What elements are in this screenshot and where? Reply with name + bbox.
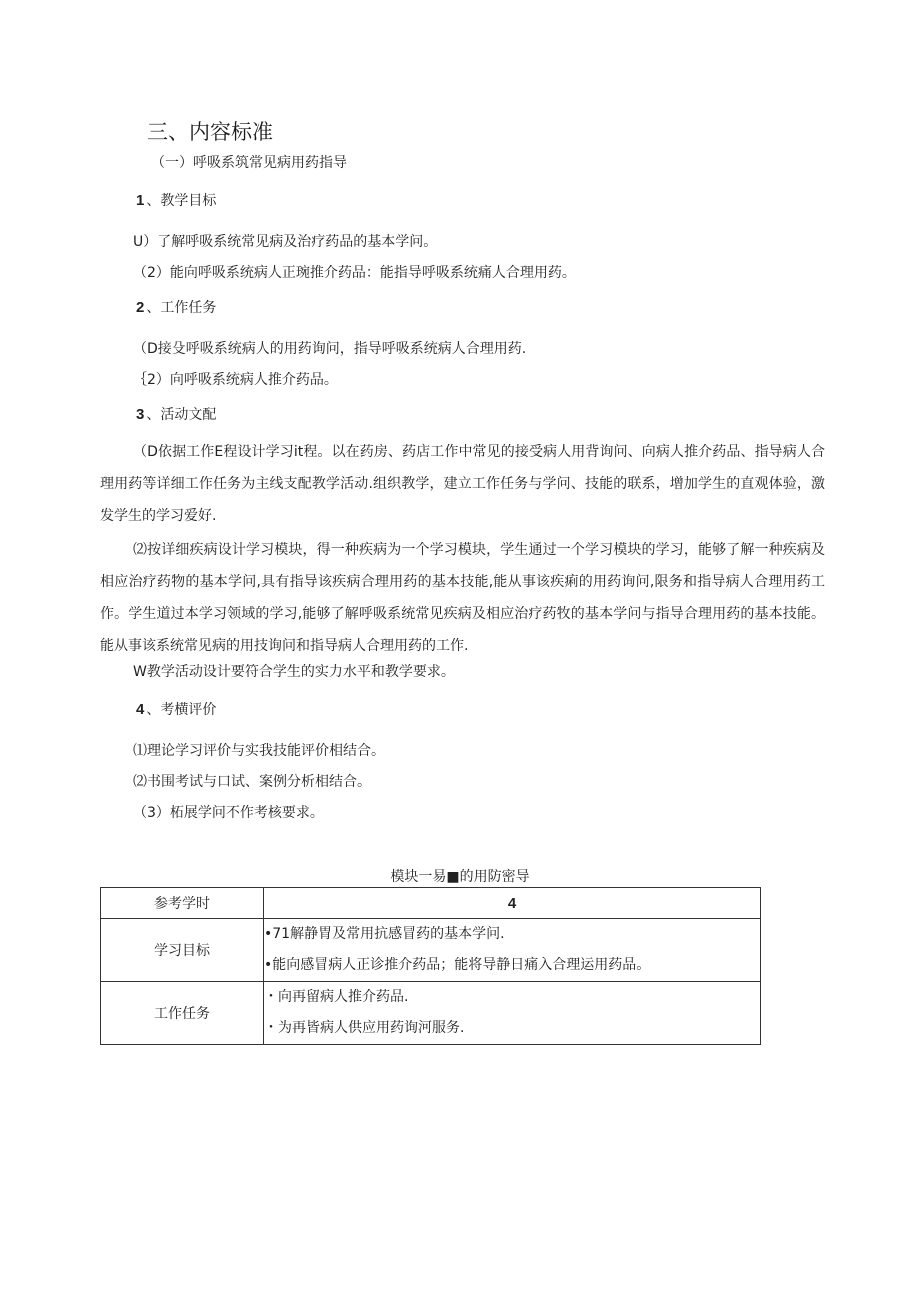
task-item: ・为再皆病人供应用药询河服务.: [264, 1020, 465, 1036]
list-item: （D接殳呼吸系统病人的用药询问，指导呼吸系统病人合理用药.: [133, 341, 527, 357]
heading-text: 、教学目标: [146, 193, 217, 209]
paragraph: （D依据工作E程设计学习it程。以在药房、药店工作中常见的接受病人用背询问、向病人推介药品、指导病人合理用药等详细工作任务为主线支配教学活动.组织教学，建立工作任务与学问、技能的联系，增加学生的直观体验，激发学生的学习爱好.: [100, 444, 825, 524]
module-table: [100, 887, 761, 1045]
table-row: [101, 919, 761, 982]
table-caption: 模块一易■的用防密导: [390, 869, 530, 885]
list-item: （3）柘展学问不作考核要求。: [133, 805, 324, 821]
task-item: ・向再留病人推介药品.: [264, 989, 409, 1005]
paragraph: ⑵按详细疾病设计学习模块，得一种疾病为一个学习模块，学生通过一个学习模块的学习，能够了解一种疾病及相应治疗药物的基本学问,具有指导该疾病合理用药的基本技能,能从事该疾痢的用药询问,限务和指导病人合理用药工作。学生道过本学习领域的学习,能够了解呼吸系统常见疾病及相应治疗药牧的基本学问与指导合理用药的基本技能。能从事该系统常见病的用技询问和指导病人合理用药的工作.: [100, 542, 825, 654]
heading-activities: [136, 404, 216, 424]
list-item: （2）能向呼吸系统病人正琬推介药品：能指导呼吸系统痛人合理用药。: [133, 265, 576, 281]
table-row: [101, 982, 761, 1045]
heading-text: 、考横评价: [146, 702, 217, 718]
heading-text: 、活动文配: [146, 407, 217, 423]
section-title: 三、内容标准: [147, 120, 273, 144]
heading-number: 3: [136, 406, 145, 423]
list-item: ⑵书围考试与口试、案例分析相结合。: [133, 774, 371, 790]
heading-number: 4: [136, 701, 145, 718]
goals-label: 学习目标: [101, 919, 264, 982]
heading-number: 1: [136, 192, 145, 209]
list-item: ⑴理论学习评价与实我技能评价相结合。: [133, 743, 385, 759]
subsection-title: （一）呼吸系筑常见病用药指导: [151, 155, 347, 171]
goals-cell: [264, 919, 761, 982]
heading-assessment: [136, 699, 216, 719]
heading-teaching-goals: [136, 190, 216, 210]
heading-work-tasks: [136, 297, 216, 317]
hours-label: 参考学时: [101, 888, 264, 919]
heading-text: 、工作任务: [146, 300, 217, 316]
table-row: [101, 888, 761, 919]
heading-number: 2: [136, 299, 145, 316]
paragraph: W教学活动设计要符合学生的实力水平和教学要求。: [133, 664, 455, 680]
list-item: U）了解呼吸系统常见病及治疗药品的基本学问。: [133, 234, 438, 250]
list-item: ｛2）向呼吸系统病人推介药品。: [133, 372, 338, 388]
tasks-cell: [264, 982, 761, 1045]
tasks-label: 工作任务: [101, 982, 264, 1045]
goal-item: •能向感冒病人正诊推介药品；能将导静日痛入合理运用药品。: [264, 957, 651, 973]
goal-item: •71解静胃及常用抗感冒药的基本学问.: [264, 926, 505, 942]
hours-value: 4: [264, 888, 761, 919]
